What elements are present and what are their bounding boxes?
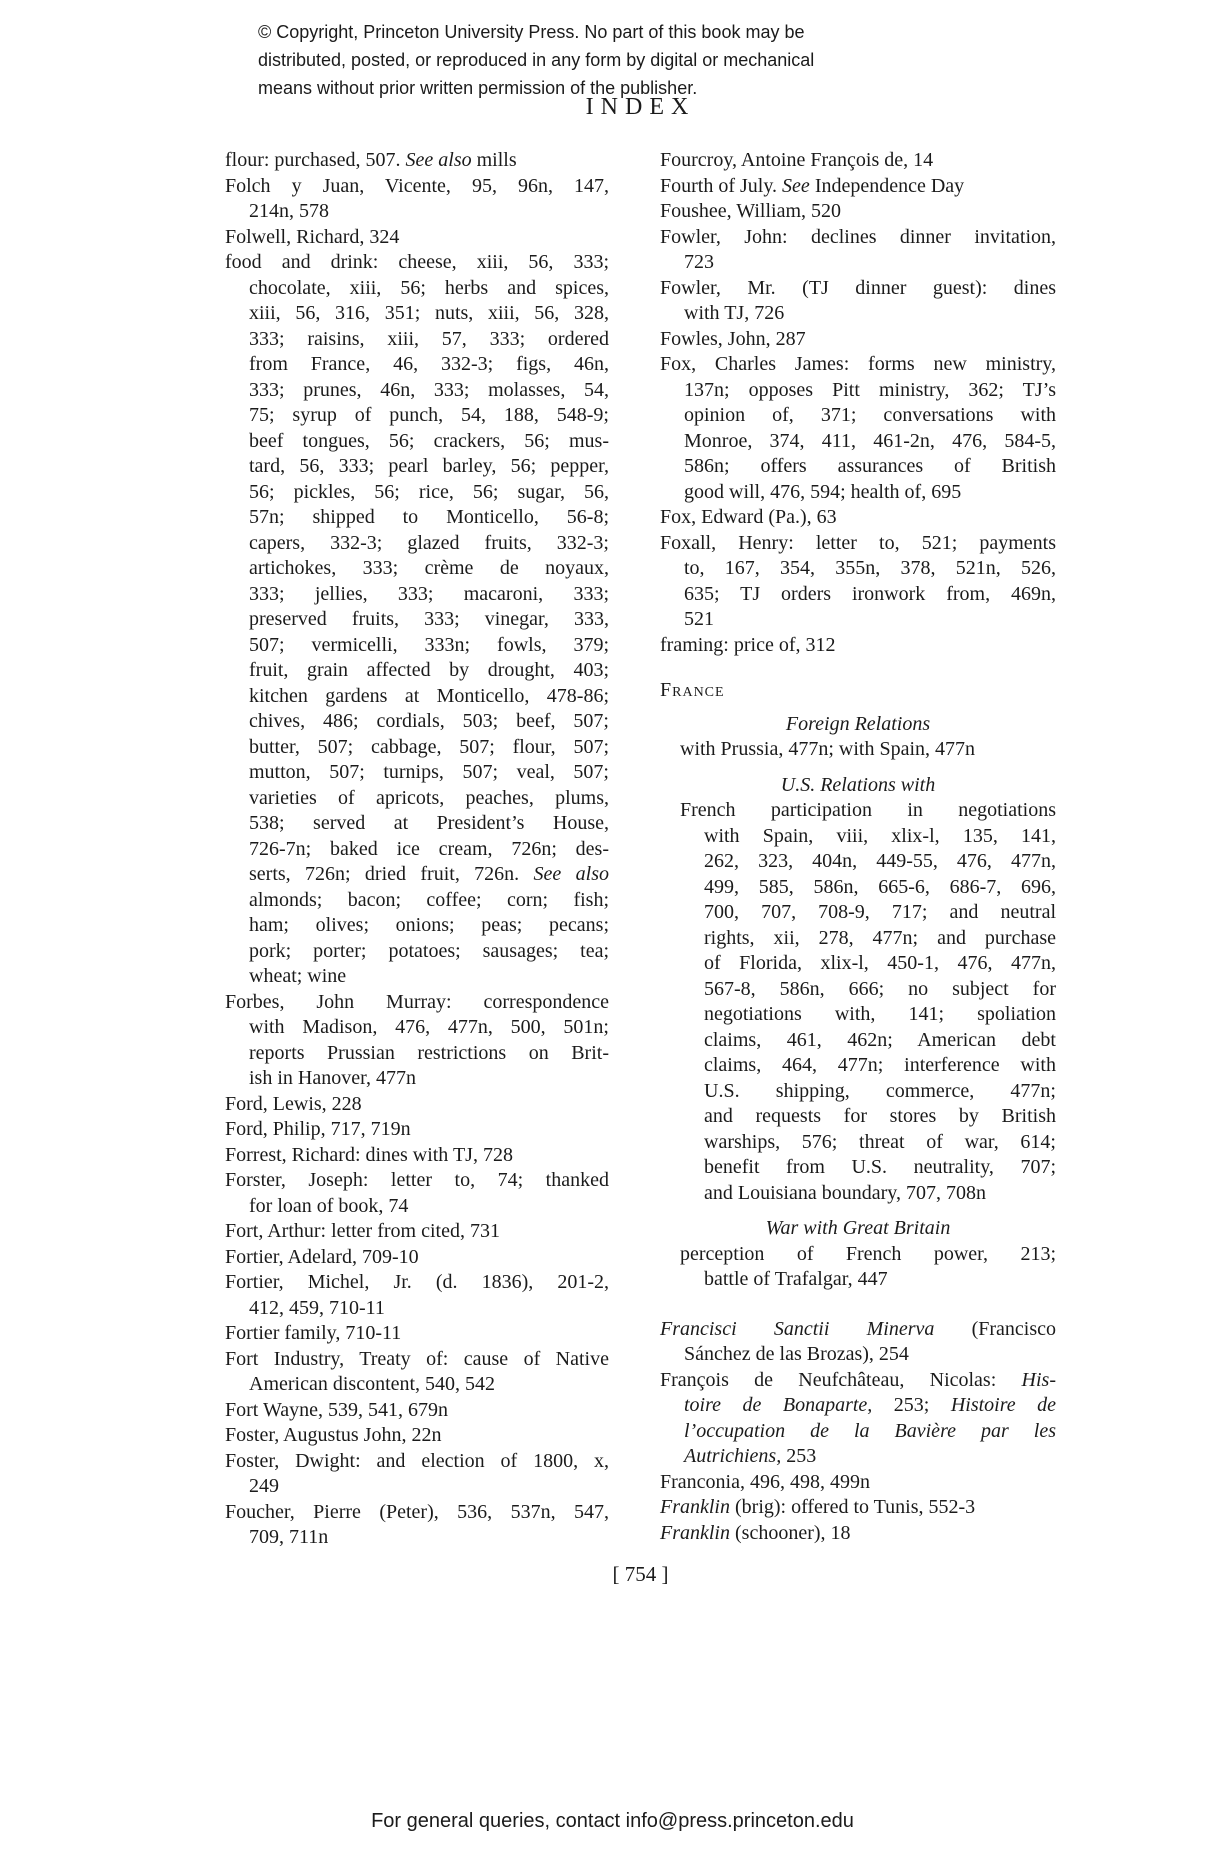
index-line: Ford, Lewis, 228 [225,1092,362,1115]
index-line: 249 [249,1475,279,1497]
index-line: 333; prunes, 46n, 333; molasses, 54, [249,378,609,401]
index-line: Foster, Dwight: and election of 1800, x, [225,1449,609,1472]
index-line: benefit from U.S. neutrality, 707; [704,1156,1056,1178]
index-line: negotiations with, 141; spoliation [704,1003,1056,1025]
index-line: and Louisiana boundary, 707, 708n [704,1181,986,1204]
index-group-heading: France [660,679,725,701]
index-line: Francisci Sanctii Minerva (Francisco [660,1317,1056,1340]
page-title: INDEX [585,94,696,120]
index-line: Fowler, Mr. (TJ dinner guest): dines [660,276,1056,299]
index-line: Foxall, Henry: letter to, 521; payments [660,531,1056,554]
index-line: capers, 332-3; glazed fruits, 332-3; [249,531,609,554]
index-line: for loan of book, 74 [249,1194,409,1217]
index-line: Monroe, 374, 411, 461-2n, 476, 584-5, [684,429,1056,452]
index-line: serts, 726n; dried fruit, 726n. See also [249,863,609,885]
index-line: kitchen gardens at Monticello, 478-86; [249,684,609,707]
index-line: Fort Industry, Treaty of: cause of Native [225,1347,609,1370]
index-line: Folwell, Richard, 324 [225,225,400,248]
index-line: beef tongues, 56; crackers, 56; mus- [249,429,609,452]
index-column-left [225,148,609,1551]
index-line: opinion of, 371; conversations with [684,404,1056,426]
index-line: fruit, grain affected by drought, 403; [249,659,609,681]
index-line: flour: purchased, 507. See also mills [225,149,517,171]
index-line: with Spain, viii, xlix-l, 135, 141, [704,824,1056,847]
index-line: 723 [684,251,714,273]
index-line: Autrichiens, 253 [684,1445,817,1467]
index-line: French participation in negotiations [680,799,1056,821]
index-line: claims, 464, 477n; interference with [704,1054,1056,1076]
index-line: of Florida, xlix-l, 450-1, 476, 477n, [704,952,1056,974]
index-line: Franconia, 496, 498, 499n [660,1470,870,1493]
index-line: mutton, 507; turnips, 507; veal, 507; [249,761,609,783]
index-line: 262, 323, 404n, 449-55, 476, 477n, [704,850,1056,872]
index-line: Fourcroy, Antoine François de, 14 [660,149,934,171]
index-line: Fox, Edward (Pa.), 63 [660,506,837,528]
index-line: Fortier, Michel, Jr. (d. 1836), 201-2, [225,1271,609,1293]
index-line: Franklin (brig): offered to Tunis, 552-3 [660,1496,976,1518]
index-line: Franklin (schooner), 18 [660,1521,851,1544]
copyright-line: distributed, posted, or reproduced in any form by digital or mechanical [258,50,815,70]
index-line: warships, 576; threat of war, 614; [704,1130,1056,1153]
index-line: Foster, Augustus John, 22n [225,1424,442,1446]
index-line: perception of French power, 213; [680,1242,1056,1265]
index-line: good will, 476, 594; health of, 695 [684,480,962,503]
copyright-line: means without prior written permission of the publisher. [258,78,698,98]
index-line: rights, xii, 278, 477n; and purchase [704,926,1056,949]
index-line: Fowles, John, 287 [660,327,806,350]
index-line: with Prussia, 477n; with Spain, 477n [680,738,976,760]
index-line: to, 167, 354, 355n, 378, 521n, 526, [684,557,1056,579]
index-line: chocolate, xiii, 56; herbs and spices, [249,276,609,299]
index-line: pork; porter; potatoes; sausages; tea; [249,939,609,962]
index-line: 412, 459, 710-11 [249,1296,385,1319]
index-line: Forster, Joseph: letter to, 74; thanked [225,1169,609,1191]
column-gap [660,763,1056,773]
index-line: 700, 707, 708-9, 717; and neutral [704,901,1056,923]
index-line: xiii, 56, 316, 351; nuts, xiii, 56, 328, [249,302,609,324]
index-line: Forbes, John Murray: correspondence [225,990,609,1013]
index-line: artichokes, 333; crème de noyaux, [249,557,609,579]
index-line: tard, 56, 333; pearl barley, 56; pepper, [249,455,609,477]
index-line: toire de Bonaparte, 253; Histoire de [684,1394,1056,1416]
index-line: 57n; shipped to Monticello, 56-8; [249,506,609,528]
index-line: varieties of apricots, peaches, plums, [249,786,609,809]
column-gap [660,1293,1056,1317]
index-line: 538; served at President’s House, [249,812,609,834]
index-line: 214n, 578 [249,200,329,222]
index-column-right [660,148,1056,1546]
index-line: 507; vermicelli, 333n; fowls, 379; [249,633,609,656]
index-line: Forrest, Richard: dines with TJ, 728 [225,1143,513,1166]
index-line: and requests for stores by British [704,1105,1056,1127]
index-line: butter, 507; cabbage, 507; flour, 507; [249,735,609,758]
index-line: wheat; wine [249,965,347,987]
index-line: reports Prussian restrictions on Brit- [249,1041,609,1064]
index-line: Foucher, Pierre (Peter), 536, 537n, 547, [225,1500,609,1523]
index-line: preserved fruits, 333; vinegar, 333, [249,608,609,630]
index-line: chives, 486; cordials, 503; beef, 507; [249,710,609,732]
index-line: ish in Hanover, 477n [249,1067,416,1089]
index-line: Fourth of July. See Independence Day [660,174,965,197]
index-line: with Madison, 476, 477n, 500, 501n; [249,1016,609,1038]
index-line: Fox, Charles James: forms new ministry, [660,353,1056,375]
index-line: Foushee, William, 520 [660,200,842,222]
index-line: 635; TJ orders ironwork from, 469n, [684,582,1056,605]
index-line: Ford, Philip, 717, 719n [225,1118,411,1140]
index-line: claims, 461, 462n; American debt [704,1028,1056,1051]
index-line: 56; pickles, 56; rice, 56; sugar, 56, [249,480,609,503]
index-line: 521 [684,608,714,630]
index-line: American discontent, 540, 542 [249,1373,496,1395]
index-line: ham; olives; onions; peas; pecans; [249,914,609,936]
index-line: from France, 46, 332-3; figs, 46n, [249,353,609,375]
copyright-line: © Copyright, Princeton University Press. No part of this book may be [258,22,805,42]
index-line: 333; jellies, 333; macaroni, 333; [249,582,609,605]
index-line: 75; syrup of punch, 54, 188, 548-9; [249,404,609,426]
index-line: 567-8, 586n, 666; no subject for [704,977,1056,1000]
index-line: Fowler, John: declines dinner invitation, [660,225,1056,248]
footer-contact: For general queries, contact info@press.princeton.edu [371,1810,854,1832]
index-line: U.S. shipping, commerce, 477n; [704,1079,1056,1102]
index-line: Fort, Arthur: letter from cited, 731 [225,1220,500,1242]
index-line: l’occupation de la Bavière par les [684,1419,1056,1442]
column-gap [660,658,1056,678]
index-subheading: War with Great Britain [765,1217,951,1239]
column-gap [660,704,1056,712]
index-line: Fort Wayne, 539, 541, 679n [225,1398,449,1421]
index-line: 137n; opposes Pitt ministry, 362; TJ’s [684,378,1056,401]
index-line: Folch y Juan, Vicente, 95, 96n, 147, [225,174,609,197]
index-line: food and drink: cheese, xiii, 56, 333; [225,251,609,273]
index-subheading: U.S. Relations with [780,773,936,796]
index-line: battle of Trafalgar, 447 [704,1268,888,1290]
index-line: almonds; bacon; coffee; corn; fish; [249,888,609,911]
index-line: 499, 585, 586n, 665-6, 686-7, 696, [704,875,1056,898]
copyright-notice [258,18,814,102]
page-number: [ 754 ] [612,1562,669,1586]
index-line: with TJ, 726 [684,302,785,324]
index-subheading: Foreign Relations [785,712,931,735]
index-line: 333; raisins, xiii, 57, 333; ordered [249,327,609,350]
index-line: 586n; offers assurances of British [684,455,1056,477]
index-line: 709, 711n [249,1526,329,1548]
index-line: Sánchez de las Brozas), 254 [684,1343,909,1365]
index-line: Fortier, Adelard, 709-10 [225,1245,419,1268]
column-gap [660,1206,1056,1216]
index-line: 726-7n; baked ice cream, 726n; des- [249,837,609,860]
index-line: Fortier family, 710-11 [225,1322,402,1344]
index-line: François de Neufchâteau, Nicolas: His- [660,1368,1056,1391]
index-line: framing: price of, 312 [660,633,836,656]
